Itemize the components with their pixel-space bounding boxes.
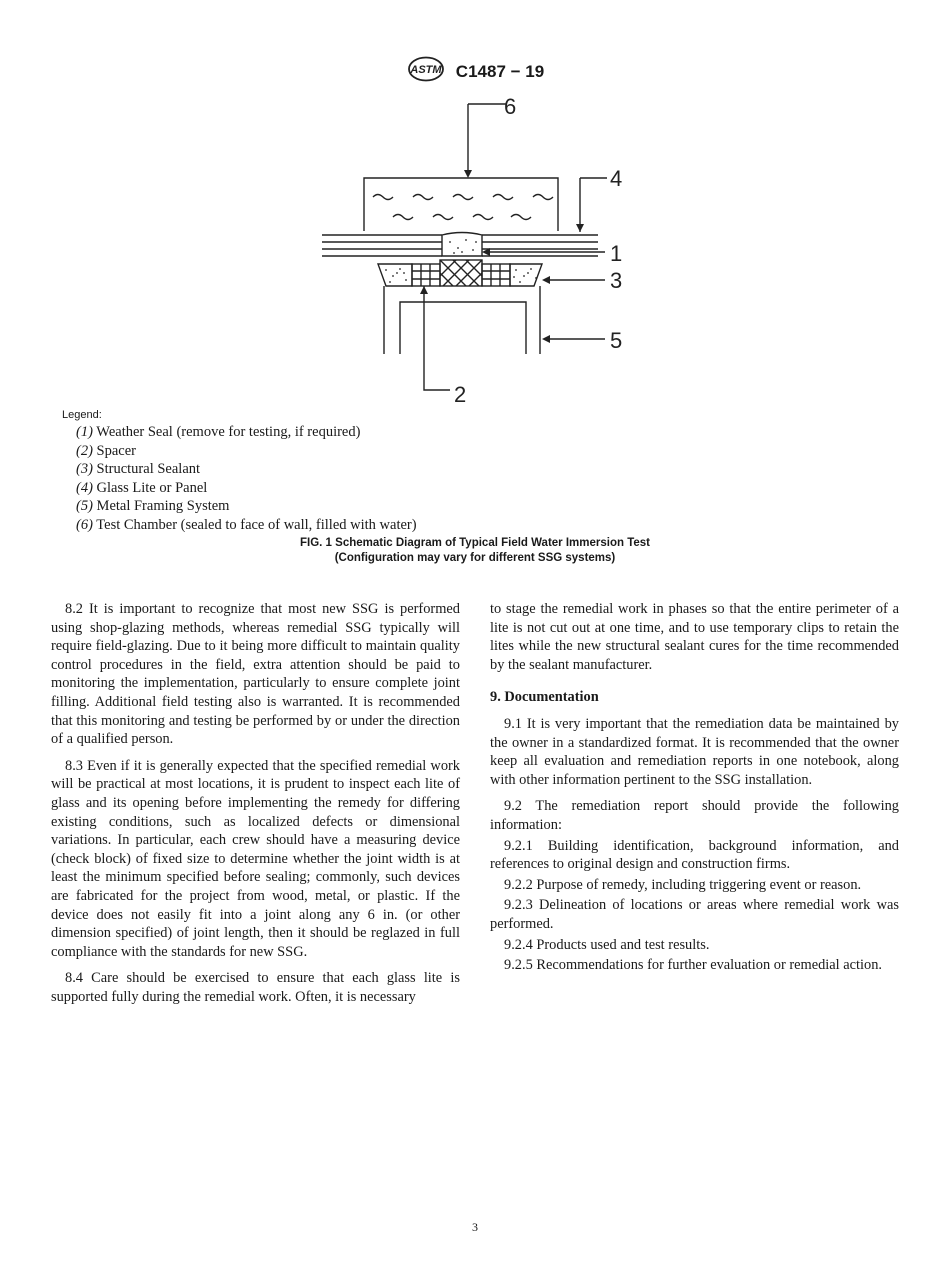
legend-item: (4) Glass Lite or Panel: [76, 479, 208, 496]
page-header: [0, 56, 950, 82]
paragraph-8-4-continued: to stage the remedial work in phases so that the entire perimeter of a lite is not cut out at one time, and to use temporary clips to retain the lites while the new structural sealant cures for the time recommended by the sealant manufacturer.: [490, 601, 899, 673]
paragraph-9-2: 9.2 The remediation report should provide the following information:: [490, 798, 899, 833]
metal-framing: [384, 286, 540, 354]
field-water-immersion-diagram: [300, 92, 640, 410]
legend-item: (6) Test Chamber (sealed to face of wall, filled with water): [76, 516, 417, 533]
figure-caption-line2: (Configuration may vary for different SSG systems): [334, 552, 616, 564]
paragraph-9-1: 9.1 It is very important that the remediation data be maintained by the owner in a standardized format. It is recommended that the owner keep all evaluation and remediation reports in one notebook, along with other information pertinent to the SSG installation.: [490, 715, 899, 788]
paragraph-8-4: 8.4 Care should be exercised to ensure that each glass lite is supported fully during the remedial work. Often, it is necessary: [51, 970, 460, 1005]
legend-item: (1) Weather Seal (remove for testing, if required): [76, 424, 361, 440]
paragraph-9-2-4: 9.2.4 Products used and test results.: [504, 936, 710, 953]
figure-legend: [76, 423, 417, 534]
astm-logo-icon: [406, 56, 446, 87]
callout-1: 1: [610, 241, 623, 266]
left-column: [51, 600, 460, 1014]
paragraph-9-2-3: 9.2.3 Delineation of locations or areas where remedial work was performed.: [490, 897, 899, 932]
glass-lite-left: [322, 235, 442, 256]
page-number: 3: [472, 1220, 478, 1234]
paragraph-8-2: 8.2 It is important to recognize that most new SSG is performed using shop-glazing methods, whereas remedial SSG typically will require field-glazing. Due to it being more difficult to maintain quality control procedures in the field, extra attention should be paid to monitoring the implementation, particularly to ensure complete joint filling. Additional field testing also is warranted. It is recommended that this monitoring and testing be performed by or under the direction of a qualified person.: [51, 601, 460, 748]
right-column: [490, 600, 899, 977]
legend-item: (2) Spacer: [76, 442, 136, 459]
callout-2: 2: [454, 382, 467, 407]
test-chamber: [364, 178, 558, 231]
legend-title: Legend:: [62, 409, 102, 421]
callout-6: 6: [504, 94, 517, 119]
structural-sealant-right: [510, 264, 542, 286]
document-id: C1487 − 19: [455, 61, 545, 81]
legend-item: (3) Structural Sealant: [76, 461, 201, 477]
paragraph-9-2-5: 9.2.5 Recommendations for further evaluation or remedial action.: [504, 957, 883, 974]
paragraph-9-2-2: 9.2.2 Purpose of remedy, including triggering event or reason.: [504, 876, 862, 893]
callout-5: 5: [610, 328, 623, 353]
callout-4: 4: [610, 166, 623, 191]
figure-caption-line1: FIG. 1 Schematic Diagram of Typical Field Water Immersion Test: [300, 537, 650, 549]
paragraph-8-3: 8.3 Even if it is generally expected that the specified remedial work will be practical at most locations, it is prudent to inspect each lite of glass and its opening before implementing the remedy for differing existing conditions, such as localized defects or dimensional variations. In particular, each crew should have a measuring device (check block) of fixed size to determine whether the joint width is at least the minimum specified before sealing; commonly, such devices are fabricated for the project from wood, metal, or plastic. If the device does not easily fit into a joint along any 6 in. (or other dimension specified) of joint length, then it should be reglazed in full compliance with the standards for new SSG.: [51, 757, 460, 960]
paragraph-9-2-1: 9.2.1 Building identification, background information, and references to original design and construction firms.: [490, 837, 899, 873]
structural-sealant-left: [378, 264, 412, 286]
glass-lite-right: [482, 235, 598, 256]
legend-item: (5) Metal Framing System: [76, 498, 230, 514]
callout-3: 3: [610, 268, 623, 293]
svg-text:ASTM: ASTM: [410, 64, 442, 76]
section-heading-documentation: 9. Documentation: [490, 689, 599, 706]
